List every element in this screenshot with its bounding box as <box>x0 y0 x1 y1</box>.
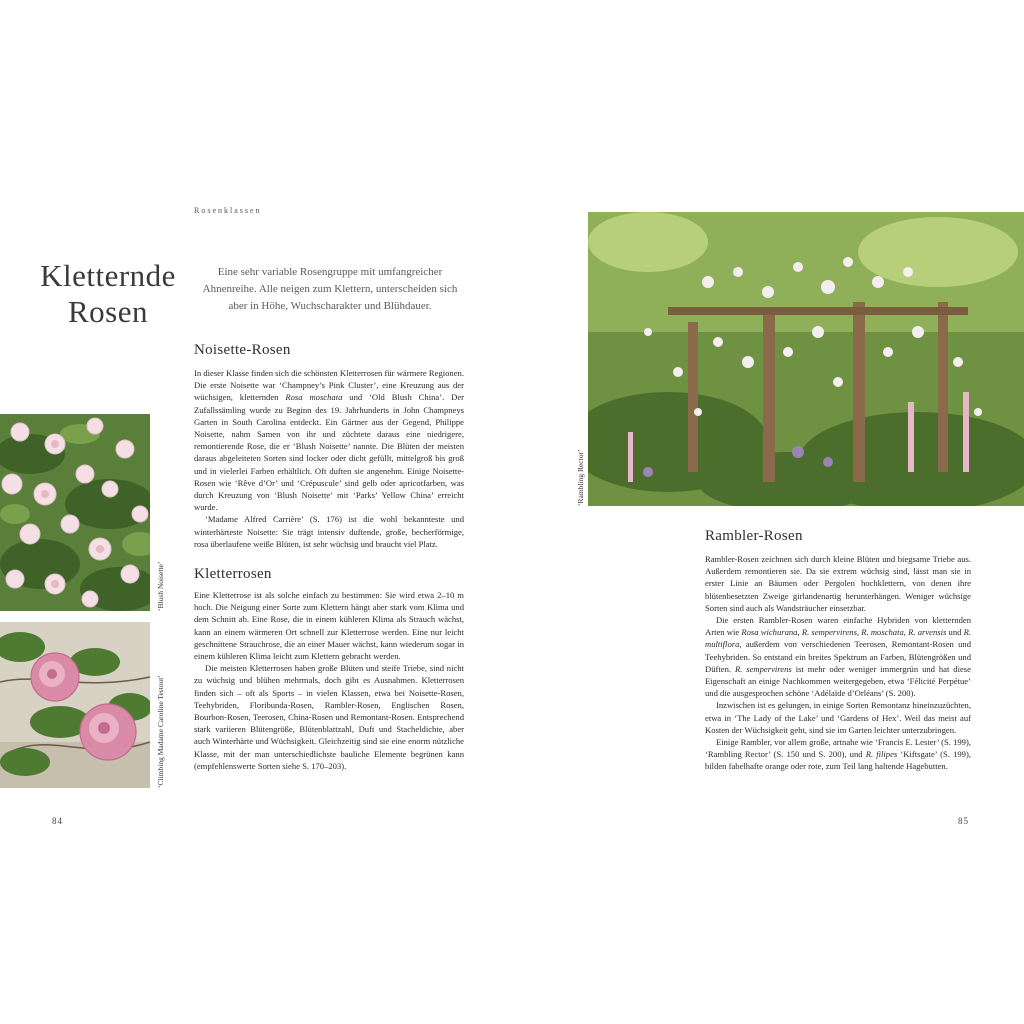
noisette-paragraph-2: ‘Madame Alfred Carrière’ (S. 176) ist die wohl bekannteste und winterhärteste Noisette: Sie trägt intensiv duftende, große, becherförmige, rosa überlaufene weiße Blüten, ist sehr wüchsig und braucht viel Platz. <box>194 514 464 549</box>
kletter-body <box>194 589 464 772</box>
rambler-section <box>705 528 971 773</box>
rambler-paragraph-3: Inzwischen ist es gelungen, in einige Sorten Remontanz hineinzuzüchten, etwa in ‘The Lady of the Lake’ und ‘Gardens of Hex’. Weil das meist auf Kosten der Wüchsigkeit geht, sind sie im Garten leichter unterzubringen. <box>705 700 971 735</box>
rambler-paragraph-4: Einige Rambler, vor allem große, artnahe wie ‘Francis E. Lester’ (S. 199), ‘Rambling Rector’ (S. 150 und S. 200), und R. filipes ‘Kiftsgate’ (S. 199), bilden fabelhafte orange oder rote, zum Teil lang haltende Hagebutten. <box>705 737 971 772</box>
noisette-section <box>194 342 464 772</box>
photo-climbing-caroline-testout <box>0 622 150 788</box>
caption-blush-noisette: ‘Blush Noisette’ <box>156 561 165 611</box>
photo-blush-noisette <box>0 414 150 611</box>
photo-rambling-rector <box>588 212 1024 506</box>
rambler-heading: Rambler-Rosen <box>705 528 803 544</box>
kletter-paragraph-1: Eine Kletterrose ist als solche einfach zu bestimmen: Sie wird etwa 2–10 m hoch. Die Neigung einer Sorte zum Klettern hängt aber stark vom Klima und dem Schnitt ab. Eine Rose, die in einem kühleren Klima als Strauch wächst, kann an einem wärmeren Ort schnell zur Kletterrose werden. Eine nur leicht geschnittene Strauchrose, die an einer Mauer wächst, kann wiederum sogar in einem kühleren Klima leicht zum Klettern gebracht werden. <box>194 590 464 662</box>
noisette-paragraph-1: In dieser Klasse finden sich die schönsten Kletterrosen für wärmere Regionen. Die erste Noisette war ‘Champney’s Pink Cluster’, eine Kreuzung aus der wüchsigen, kletternden Rosa moschata und ‘Old Blush China’. Der Zufallssämling wurde zu Beginn des 19. Jahrhunderts in John Champneys Garten in South Carolina entdeckt. Ein Gärtner aus der Gegend, Philippe Noisette, nahm Samen von ihr und züchtete daraus eine niedrigere, remontierende Rose, die er ‘Blush Noisette’ nannte. Die Blüten der meisten daraus abgeleiteten Sorten sind locker oder dicht gefüllt, mittelgroß bis groß und in vielerlei Farben erhältlich. Oft duften sie angenehm. Einige Noisette-Rosen wie ‘Rêve d’Or’ und ‘Crépuscule’ sind gelb oder apricotfarben, was durch Kreuzung von ‘Blush Noisette’ mit ‘Parks’ Yellow China’ erreicht wurde. <box>194 368 464 513</box>
page-title-line1: Kletternde <box>40 258 176 293</box>
kletter-paragraph-2: Die meisten Kletterrosen haben große Blüten und steife Triebe, sind nicht zu wüchsig und blühen mehrmals, doch gibt es Ausnahmen. Kletterrosen finden sich – oft als Sports – in vielen Klassen, etwa bei Noisette-Rosen, Teehybriden, Floribunda-Rosen, Rambler-Rosen, Englischen Rosen, Bourbon-Rosen, Teerosen, China-Rosen und Remontant-Rosen. Entsprechend stark variieren Blütengröße, Blütenblattzahl, Duft und Stacheldichte, aber auch Winterhärte und Wüchsigkeit. Gleichzeitig sind sie eine enorm nützliche Klasse, mit der man unterschiedlichste bauliche Elemente begrünen kann (empfehlenswerte Sorten siehe S. 170–203). <box>194 663 464 771</box>
noisette-heading: Noisette-Rosen <box>194 342 291 358</box>
page-number-left: 84 <box>52 816 63 826</box>
rambler-paragraph-2: Die ersten Rambler-Rosen waren einfache Hybriden von kletternden Arten wie Rosa wichurana, R. sempervirens, R. moschata, R. arvensis und R. multiflora, außerdem von verschiedenen Teerosen, Remontant-Rosen und Teehybriden. So entstand ein breites Spektrum an Farben, Blütengrößen und Düften. R. sempervirens ist mehr oder weniger immergrün und hat diese Eigenschaft an einige Nachkommen weitergegeben, etwa ‘Félicité Perpétue’ und die ausgesprochen schöne ‘Adélaïde d’Orléans’ (S. 200). <box>705 615 972 699</box>
intro-text: Eine sehr variable Rosengruppe mit umfangreicher Ahnenreihe. Alle neigen zum Klettern, unterscheiden sich aber in Höhe, Wuchscharakter und Blühdauer. <box>202 266 458 312</box>
page-number-right: 85 <box>958 816 969 826</box>
page-title <box>30 258 186 330</box>
noisette-body <box>194 367 464 550</box>
caption-climbing-caroline-testout: ‘Climbing Madame Caroline Testout’ <box>156 675 165 788</box>
kletter-heading: Kletterrosen <box>194 566 272 583</box>
rambler-paragraph-1: Rambler-Rosen zeichnen sich durch kleine Blüten und biegsame Triebe aus. Außerdem remontieren sie. Da sie extrem wüchsig sind, lässt man sie in erster Linie an Bäumen oder Pergolen hochklettern, von denen ihre blütenbesetzten Zweige girlandenartig herunterhängen. Weniger wüchsige Sorten sind auch als Wandsträucher einsetzbar. <box>705 554 971 613</box>
rambler-body <box>705 553 971 773</box>
caption-rambling-rector: ‘Rambling Rector’ <box>576 449 585 506</box>
page-title-line2: Rosen <box>68 294 148 329</box>
section-header: Rosenklassen <box>194 206 262 215</box>
